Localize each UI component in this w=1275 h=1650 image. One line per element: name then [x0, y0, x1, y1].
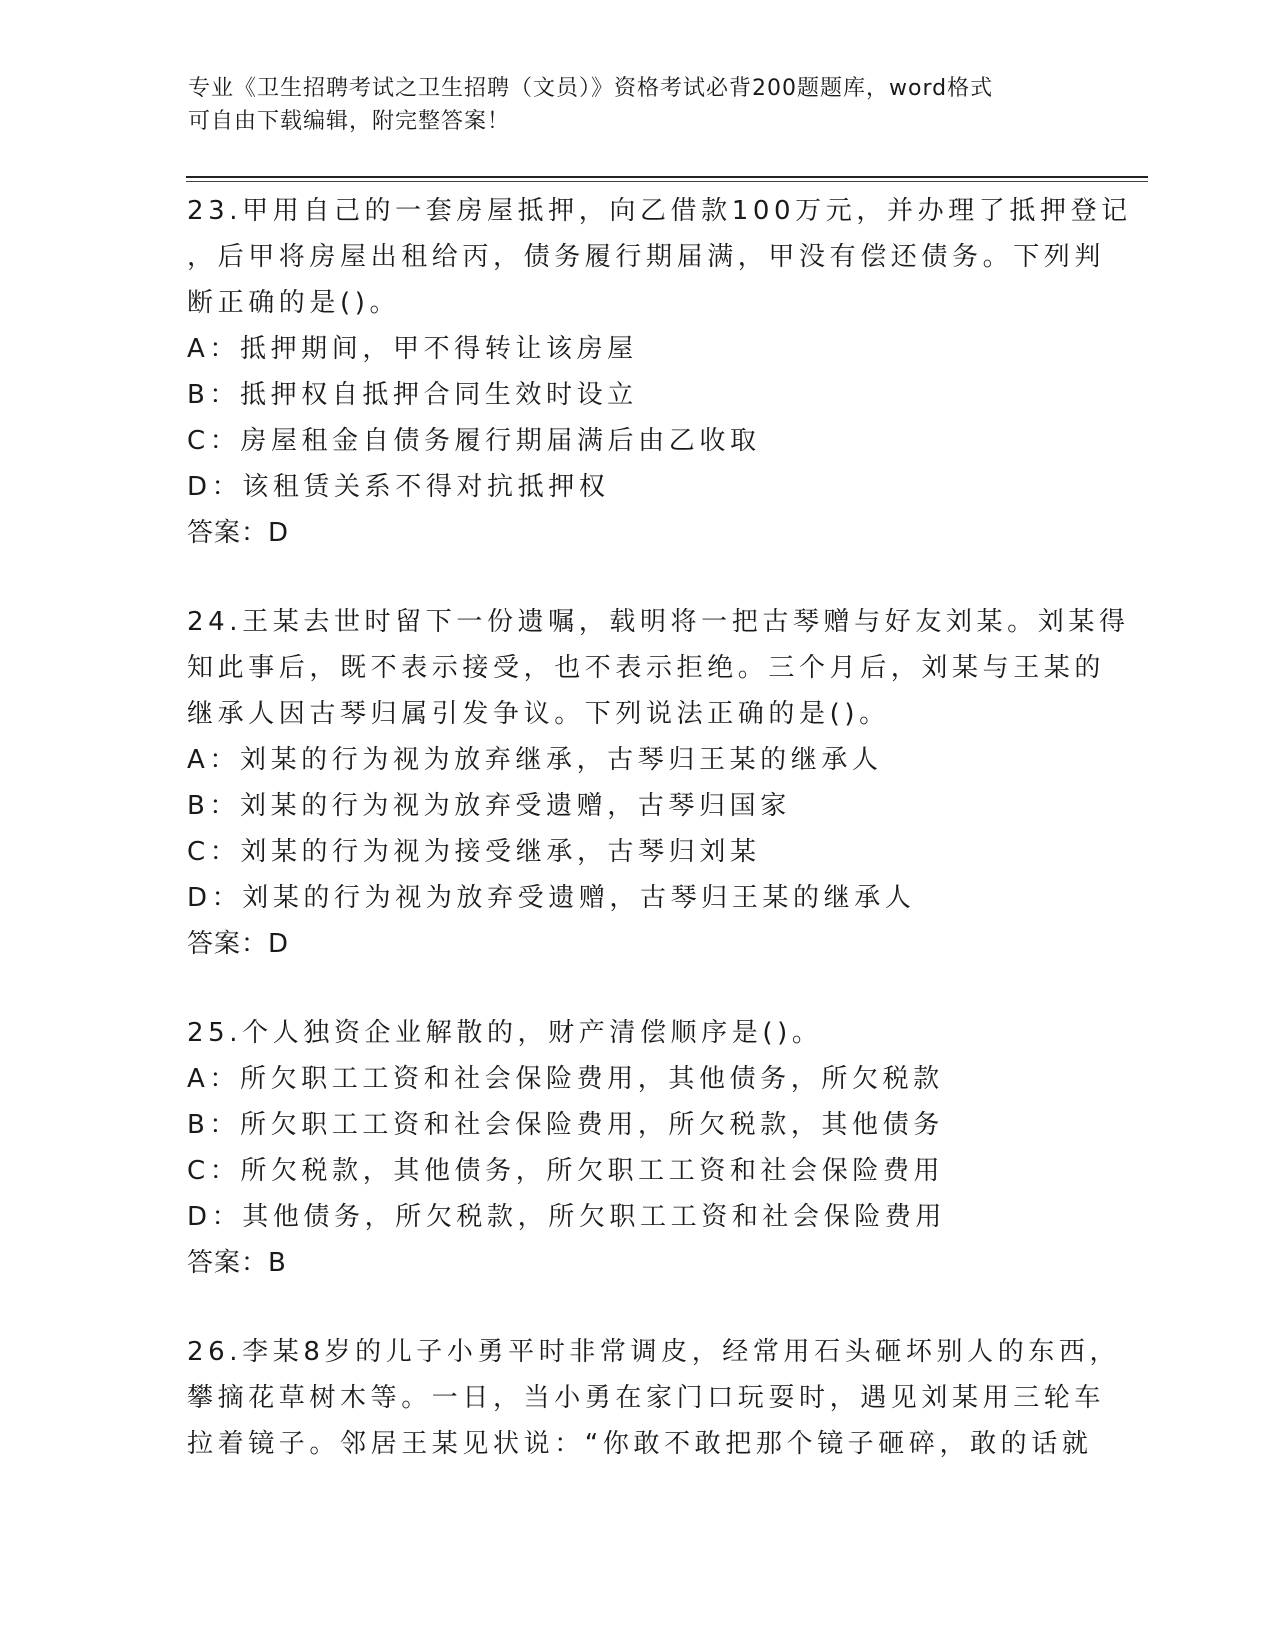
question-text-line: 断正确的是()。	[187, 288, 401, 318]
questions-list	[187, 188, 1132, 1467]
option-a: A：刘某的行为视为放弃继承，古琴归王某的继承人	[187, 745, 883, 775]
question-26	[187, 1329, 1121, 1467]
option-d: D：其他债务，所欠税款，所欠职工工资和社会保险费用	[187, 1202, 947, 1232]
option-a: A：所欠职工工资和社会保险费用，其他债务，所欠税款	[187, 1064, 944, 1094]
question-24	[187, 599, 1130, 967]
option-b: B：刘某的行为视为放弃受遗赠，古琴归国家	[187, 791, 791, 821]
document-header	[188, 72, 1068, 138]
header-rule-thick	[186, 176, 1148, 178]
header-line-1: 专业《卫生招聘考试之卫生招聘（文员）》资格考试必背200题题库，word格式	[188, 76, 994, 101]
question-text-line: 继承人因古琴归属引发争议。下列说法正确的是()。	[187, 699, 890, 729]
question-text-line: 23.甲用自己的一套房屋抵押，向乙借款100万元，并办理了抵押登记	[187, 196, 1132, 226]
option-d: D：该租赁关系不得对抗抵押权	[187, 472, 610, 502]
question-text-line: 知此事后，既不表示接受，也不表示拒绝。三个月后，刘某与王某的	[187, 653, 1106, 683]
option-a: A：抵押期间，甲不得转让该房屋	[187, 334, 638, 364]
question-text-line: 24.王某去世时留下一份遗嘱，载明将一把古琴赠与好友刘某。刘某得	[187, 607, 1130, 637]
question-23	[187, 188, 1132, 556]
question-25	[187, 1010, 1087, 1286]
option-d: D：刘某的行为视为放弃受遗赠，古琴归王某的继承人	[187, 883, 916, 913]
option-b: B：抵押权自抵押合同生效时设立	[187, 380, 638, 410]
option-c: C：房屋租金自债务履行期届满后由乙收取	[187, 426, 761, 456]
answer-line: 答案：B	[187, 1248, 287, 1278]
header-line-2: 可自由下载编辑，附完整答案！	[188, 109, 511, 134]
header-rule-thin	[186, 181, 1148, 182]
spacer	[187, 556, 1087, 599]
question-text-line: 25.个人独资企业解散的，财产清偿顺序是()。	[187, 1018, 823, 1048]
question-text-line: 攀摘花草树木等。一日，当小勇在家门口玩耍时，遇见刘某用三轮车	[187, 1383, 1106, 1413]
spacer	[187, 967, 1087, 1010]
option-b: B：所欠职工工资和社会保险费用，所欠税款，其他债务	[187, 1110, 944, 1140]
question-text-line: ，后甲将房屋出租给丙，债务履行期届满，甲没有偿还债务。下列判	[187, 242, 1106, 272]
option-c: C：刘某的行为视为接受继承，古琴归刘某	[187, 837, 761, 867]
answer-line: 答案：D	[187, 518, 290, 548]
option-c: C：所欠税款，其他债务，所欠职工工资和社会保险费用	[187, 1156, 945, 1186]
answer-line: 答案：D	[187, 929, 290, 959]
question-text-line: 拉着镜子。邻居王某见状说：“你敢不敢把那个镜子砸碎，敢的话就	[187, 1429, 1093, 1459]
question-text-line: 26.李某8岁的儿子小勇平时非常调皮，经常用石头砸坏别人的东西，	[187, 1337, 1121, 1367]
spacer	[187, 1286, 1087, 1329]
